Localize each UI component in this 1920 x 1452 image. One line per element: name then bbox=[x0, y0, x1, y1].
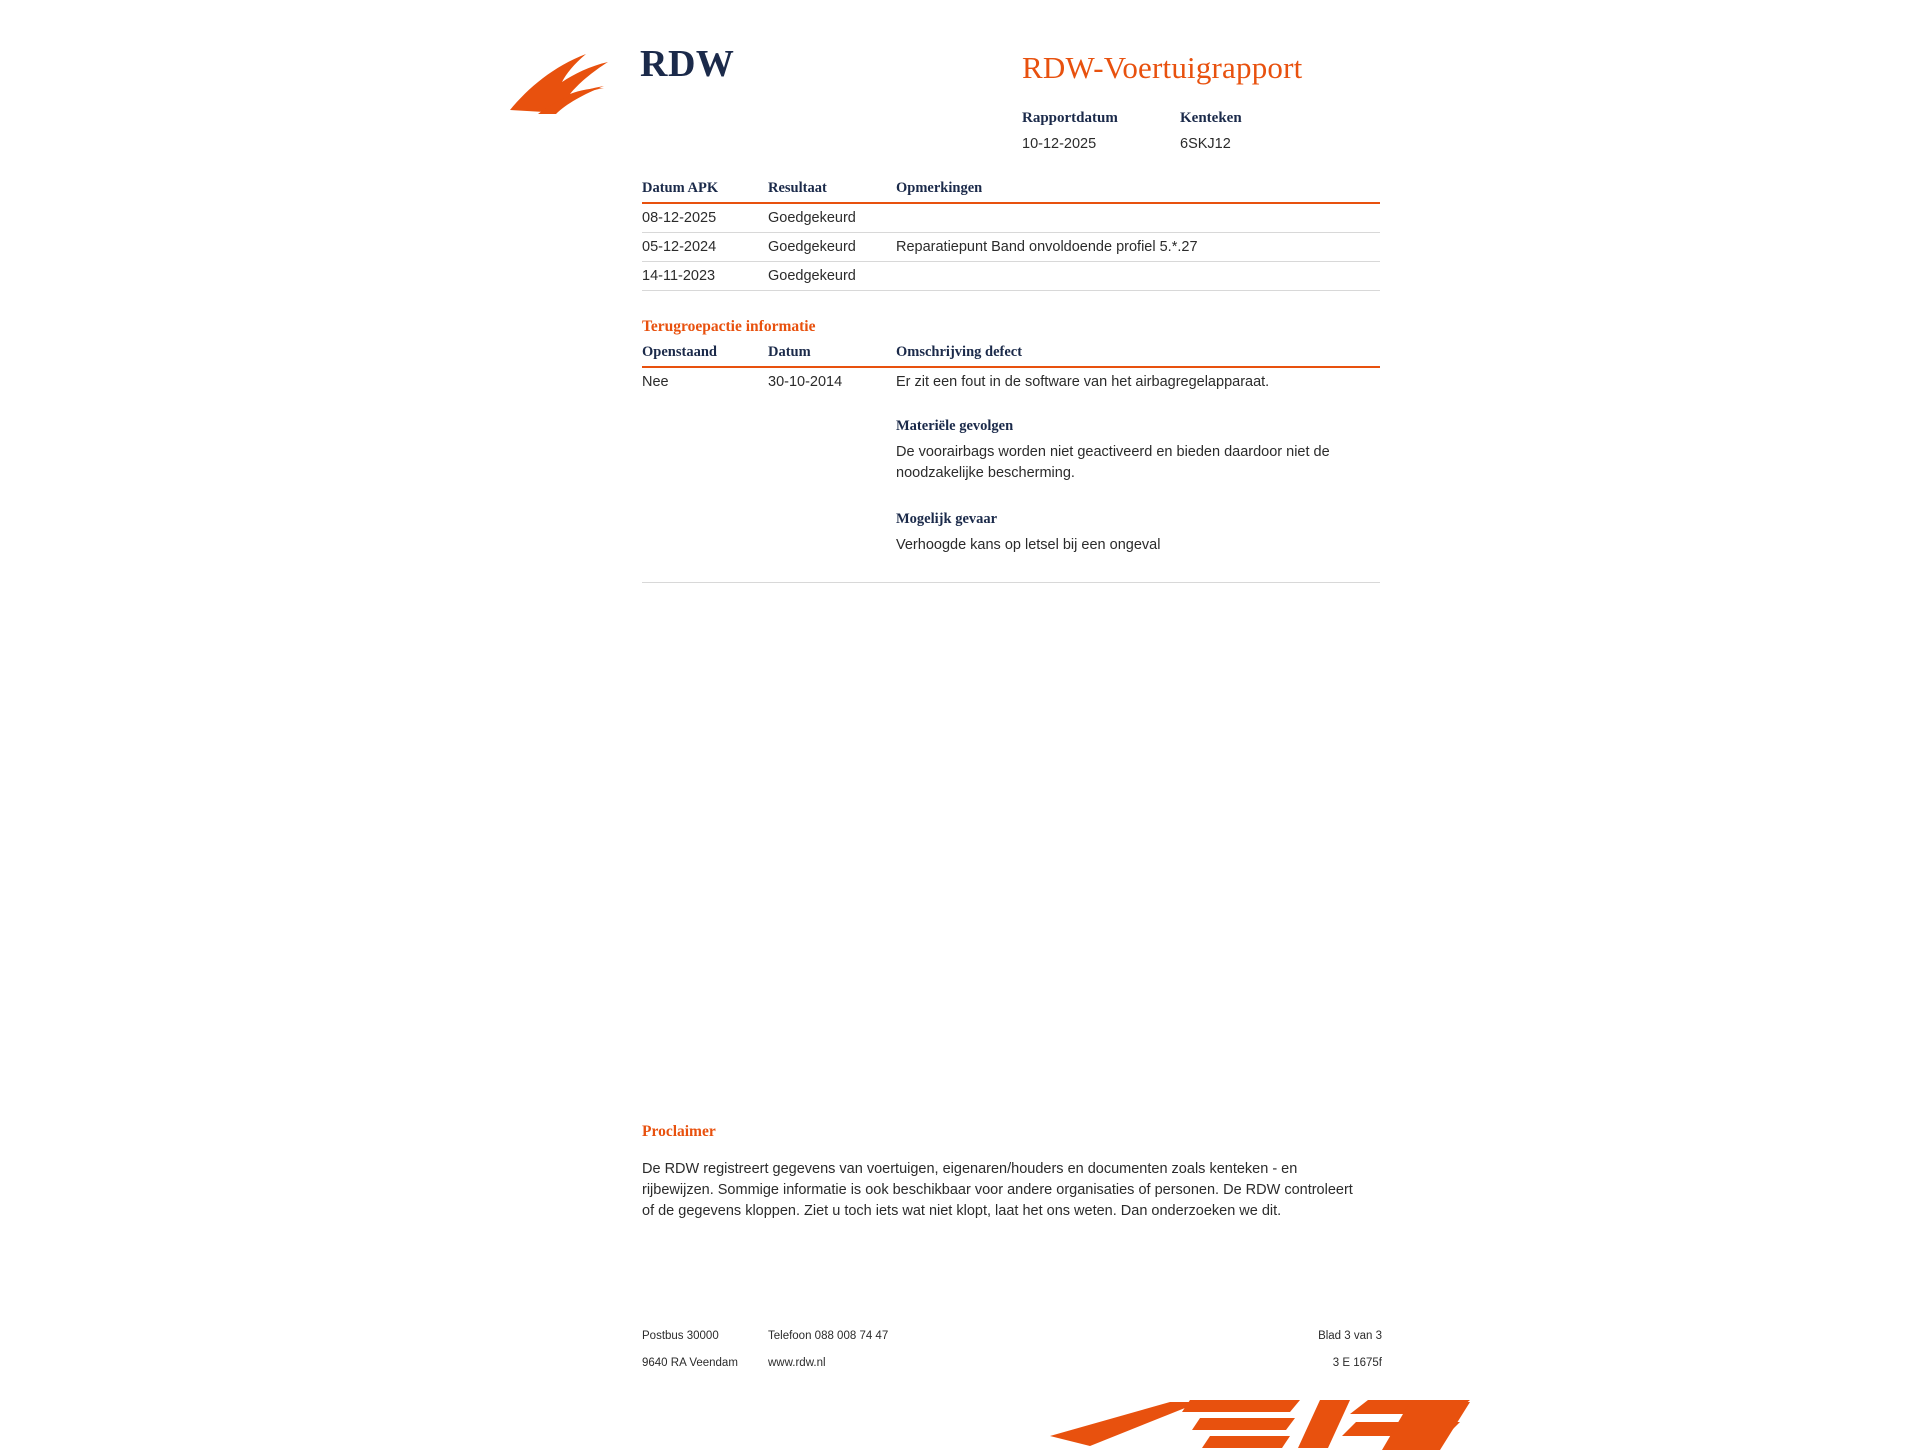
recall-col-openstaand: Openstaand bbox=[642, 344, 768, 367]
recall-detail-0-text: De voorairbags worden niet geactiveerd en bieden daardoor niet de noodzakelijke bescherming. bbox=[896, 444, 1330, 481]
recall-omschrijving bbox=[896, 367, 1380, 556]
rdw-wordmark: RDW bbox=[640, 43, 735, 85]
apk-row-1-datum: 05-12-2024 bbox=[642, 233, 768, 262]
meta-rapportdatum bbox=[1022, 110, 1180, 152]
recall-col-datum: Datum bbox=[768, 344, 896, 367]
table-row bbox=[642, 203, 1380, 233]
meta-kenteken-label: Kenteken bbox=[1180, 110, 1242, 126]
meta-rapportdatum-label: Rapportdatum bbox=[1022, 110, 1118, 126]
page-title: RDW-Voertuigrapport bbox=[1022, 50, 1303, 85]
recall-table-bottom-rule bbox=[642, 556, 1380, 583]
apk-col-datum: Datum APK bbox=[642, 180, 768, 203]
recall-section-title: Terugroepactie informatie bbox=[642, 318, 816, 335]
footer-line-2 bbox=[642, 1357, 1382, 1369]
footer-telefoon: Telefoon 088 008 74 47 bbox=[768, 1330, 889, 1342]
apk-row-0-opmerkingen bbox=[896, 203, 1380, 233]
recall-openstaand: Nee bbox=[642, 374, 669, 390]
footer-pagina: Blad 3 van 3 bbox=[1318, 1330, 1382, 1342]
table-row bbox=[642, 262, 1380, 291]
footer-postbus: Postbus 30000 bbox=[642, 1330, 719, 1342]
recall-section bbox=[642, 318, 1380, 583]
recall-datum: 30-10-2014 bbox=[768, 374, 843, 390]
proclaimer-text: De RDW registreert gegevens van voertuigen, eigenaren/houders en documenten zoals kenteken - en rijbewijzen. Sommige informatie is ook beschikbaar voor andere organisaties of personen. De RDW controleert of de gegevens kloppen. Ziet u toch iets wat niet klopt, laat het ons weten. Dan onderzoeken we dit. bbox=[642, 1161, 1353, 1220]
apk-table-header-row bbox=[642, 180, 1380, 203]
footer-line-1 bbox=[642, 1330, 1382, 1342]
recall-detail-0-heading: Materiële gevolgen bbox=[896, 418, 1014, 434]
recall-detail-1-heading: Mogelijk gevaar bbox=[896, 511, 998, 528]
apk-row-2-opmerkingen bbox=[896, 262, 1380, 291]
footer-plaats: 9640 RA Veendam bbox=[642, 1357, 738, 1369]
apk-table bbox=[642, 180, 1380, 291]
proclaimer-title: Proclaimer bbox=[642, 1123, 716, 1140]
apk-section bbox=[642, 180, 1380, 291]
recall-omschrijving-text: Er zit een fout in de software van het airbagregelapparaat. bbox=[896, 374, 1270, 390]
report-meta bbox=[1022, 110, 1338, 152]
table-row bbox=[642, 367, 1380, 556]
apk-row-1-resultaat: Goedgekeurd bbox=[768, 233, 896, 262]
apk-row-2-datum: 14-11-2023 bbox=[642, 262, 768, 291]
rdw-footer-stripes-icon bbox=[1050, 1392, 1470, 1452]
recall-table bbox=[642, 344, 1380, 583]
apk-row-1-opmerkingen: Reparatiepunt Band onvoldoende profiel 5.*.27 bbox=[896, 233, 1380, 262]
apk-row-0-datum: 08-12-2025 bbox=[642, 203, 768, 233]
meta-rapportdatum-value: 10-12-2025 bbox=[1022, 136, 1097, 152]
proclaimer-section bbox=[642, 1123, 1382, 1222]
apk-row-2-resultaat: Goedgekeurd bbox=[768, 262, 896, 291]
meta-kenteken-value: 6SKJ12 bbox=[1180, 136, 1231, 152]
recall-detail-1-text: Verhoogde kans op letsel bij een ongeval bbox=[896, 537, 1161, 554]
recall-table-header-row bbox=[642, 344, 1380, 367]
rdw-logo-icon bbox=[508, 48, 620, 116]
page-footer bbox=[642, 1330, 1382, 1384]
footer-formuliercode: 3 E 1675f bbox=[1332, 1357, 1382, 1369]
table-row bbox=[642, 233, 1380, 262]
apk-col-resultaat: Resultaat bbox=[768, 180, 896, 203]
recall-col-omschrijving: Omschrijving defect bbox=[896, 344, 1380, 367]
apk-col-opmerkingen: Opmerkingen bbox=[896, 180, 1380, 203]
footer-website: www.rdw.nl bbox=[768, 1357, 826, 1369]
meta-kenteken bbox=[1180, 110, 1338, 152]
apk-row-0-resultaat: Goedgekeurd bbox=[768, 203, 896, 233]
